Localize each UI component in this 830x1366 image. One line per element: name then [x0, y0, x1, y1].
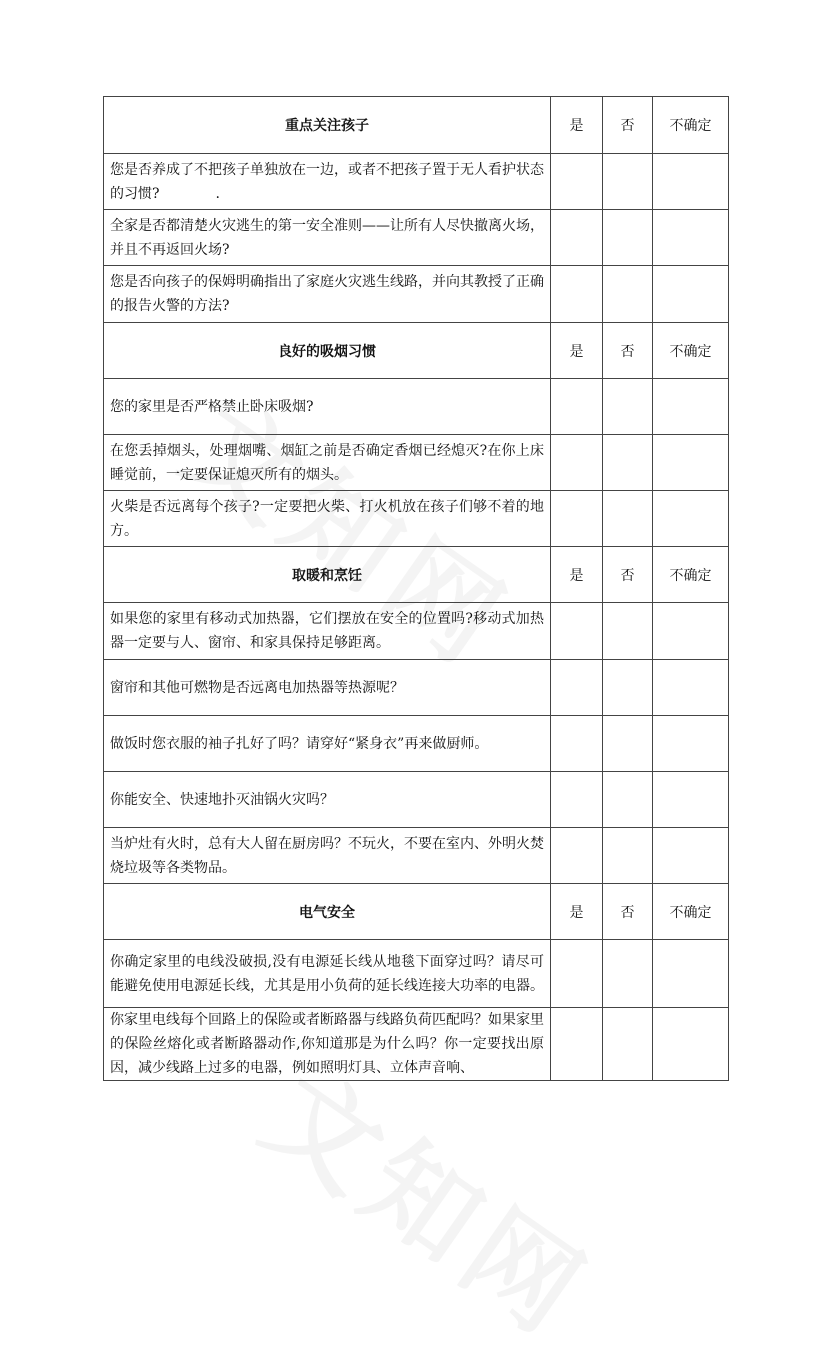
no-answer-cell[interactable]: [603, 716, 653, 772]
section-header-row: [104, 97, 729, 154]
question-row: [104, 940, 729, 1008]
no-column-label: 否: [603, 323, 653, 379]
fire-safety-checklist-table: [103, 96, 729, 1081]
yes-column-label: 是: [551, 884, 603, 940]
unsure-answer-cell[interactable]: [653, 491, 729, 547]
yes-answer-cell[interactable]: [551, 772, 603, 828]
yes-answer-cell[interactable]: [551, 660, 603, 716]
no-answer-cell[interactable]: [603, 491, 653, 547]
unsure-answer-cell[interactable]: [653, 154, 729, 210]
question-text: 你确定家里的电线没破损,没有电源延长线从地毯下面穿过吗？请尽可能避免使用电源延长线，尤其是用小负荷的延长线连接大功率的电器。: [104, 940, 551, 1008]
yes-answer-cell[interactable]: [551, 603, 603, 660]
section-header-row: [104, 323, 729, 379]
unsure-answer-cell[interactable]: [653, 940, 729, 1008]
yes-answer-cell[interactable]: [551, 491, 603, 547]
question-text: 在您丢掉烟头，处理烟嘴、烟缸之前是否确定香烟已经熄灭?在你上床睡觉前，一定要保证熄灭所有的烟头。: [104, 435, 551, 491]
question-text: 全家是否都清楚火灾逃生的第一安全准则——让所有人尽快撤离火场，并且不再返回火场?: [104, 210, 551, 266]
yes-column-label: 是: [551, 323, 603, 379]
no-column-label: 否: [603, 884, 653, 940]
no-answer-cell[interactable]: [603, 828, 653, 884]
no-answer-cell[interactable]: [603, 1008, 653, 1081]
question-row: [104, 828, 729, 884]
unsure-answer-cell[interactable]: [653, 660, 729, 716]
unsure-answer-cell[interactable]: [653, 772, 729, 828]
unsure-answer-cell[interactable]: [653, 435, 729, 491]
no-answer-cell[interactable]: [603, 435, 653, 491]
yes-answer-cell[interactable]: [551, 716, 603, 772]
yes-column-label: 是: [551, 547, 603, 603]
no-answer-cell[interactable]: [603, 603, 653, 660]
question-text: 火柴是否远离每个孩子?一定要把火柴、打火机放在孩子们够不着的地方。: [104, 491, 551, 547]
no-answer-cell[interactable]: [603, 210, 653, 266]
no-answer-cell[interactable]: [603, 660, 653, 716]
yes-answer-cell[interactable]: [551, 435, 603, 491]
question-row: [104, 379, 729, 435]
unsure-answer-cell[interactable]: [653, 828, 729, 884]
question-text: 当炉灶有火时，总有大人留在厨房吗？不玩火，不要在室内、外明火焚烧垃圾等各类物品。: [104, 828, 551, 884]
unsure-column-label: 不确定: [653, 97, 729, 154]
unsure-answer-cell[interactable]: [653, 716, 729, 772]
yes-answer-cell[interactable]: [551, 379, 603, 435]
yes-answer-cell[interactable]: [551, 154, 603, 210]
no-answer-cell[interactable]: [603, 379, 653, 435]
unsure-answer-cell[interactable]: [653, 1008, 729, 1081]
section-header-row: [104, 884, 729, 940]
unsure-column-label: 不确定: [653, 547, 729, 603]
section-title: 良好的吸烟习惯: [104, 323, 551, 379]
question-text: 做饭时您衣服的袖子扎好了吗？请穿好“紧身衣”再来做厨师。: [104, 716, 551, 772]
question-row: [104, 660, 729, 716]
question-text: 您是否养成了不把孩子单独放在一边，或者不把孩子置于无人看护状态的习惯? .: [104, 154, 551, 210]
section-title: 重点关注孩子: [104, 97, 551, 154]
unsure-answer-cell[interactable]: [653, 379, 729, 435]
no-answer-cell[interactable]: [603, 772, 653, 828]
unsure-answer-cell[interactable]: [653, 210, 729, 266]
section-title: 电气安全: [104, 884, 551, 940]
unsure-answer-cell[interactable]: [653, 603, 729, 660]
question-row: [104, 435, 729, 491]
section-title: 取暖和烹饪: [104, 547, 551, 603]
no-answer-cell[interactable]: [603, 266, 653, 323]
unsure-column-label: 不确定: [653, 884, 729, 940]
question-text: 窗帘和其他可燃物是否远离电加热器等热源呢？: [104, 660, 551, 716]
no-column-label: 否: [603, 547, 653, 603]
yes-answer-cell[interactable]: [551, 940, 603, 1008]
question-row: [104, 772, 729, 828]
yes-answer-cell[interactable]: [551, 828, 603, 884]
question-row: [104, 266, 729, 323]
unsure-column-label: 不确定: [653, 323, 729, 379]
no-answer-cell[interactable]: [603, 940, 653, 1008]
no-column-label: 否: [603, 97, 653, 154]
yes-answer-cell[interactable]: [551, 1008, 603, 1081]
question-row: [104, 603, 729, 660]
question-text: 您是否向孩子的保姆明确指出了家庭火灾逃生线路，并向其教授了正确的报告火警的方法?: [104, 266, 551, 323]
question-row: [104, 491, 729, 547]
question-text: 您的家里是否严格禁止卧床吸烟?: [104, 379, 551, 435]
yes-answer-cell[interactable]: [551, 210, 603, 266]
question-row: [104, 154, 729, 210]
unsure-answer-cell[interactable]: [653, 266, 729, 323]
question-text: 你家里电线每个回路上的保险或者断路器与线路负荷匹配吗？如果家里的保险丝熔化或者断路器动作,你知道那是为什么吗？你一定要找出原因，减少线路上过多的电器，例如照明灯具、立体声音响、: [104, 1008, 551, 1081]
yes-answer-cell[interactable]: [551, 266, 603, 323]
question-row: [104, 210, 729, 266]
question-text: 如果您的家里有移动式加热器，它们摆放在安全的位置吗?移动式加热器一定要与人、窗帘、和家具保持足够距离。: [104, 603, 551, 660]
section-header-row: [104, 547, 729, 603]
question-text: 你能安全、快速地扑灭油锅火灾吗？: [104, 772, 551, 828]
question-row: [104, 1008, 729, 1081]
yes-column-label: 是: [551, 97, 603, 154]
no-answer-cell[interactable]: [603, 154, 653, 210]
question-row: [104, 716, 729, 772]
